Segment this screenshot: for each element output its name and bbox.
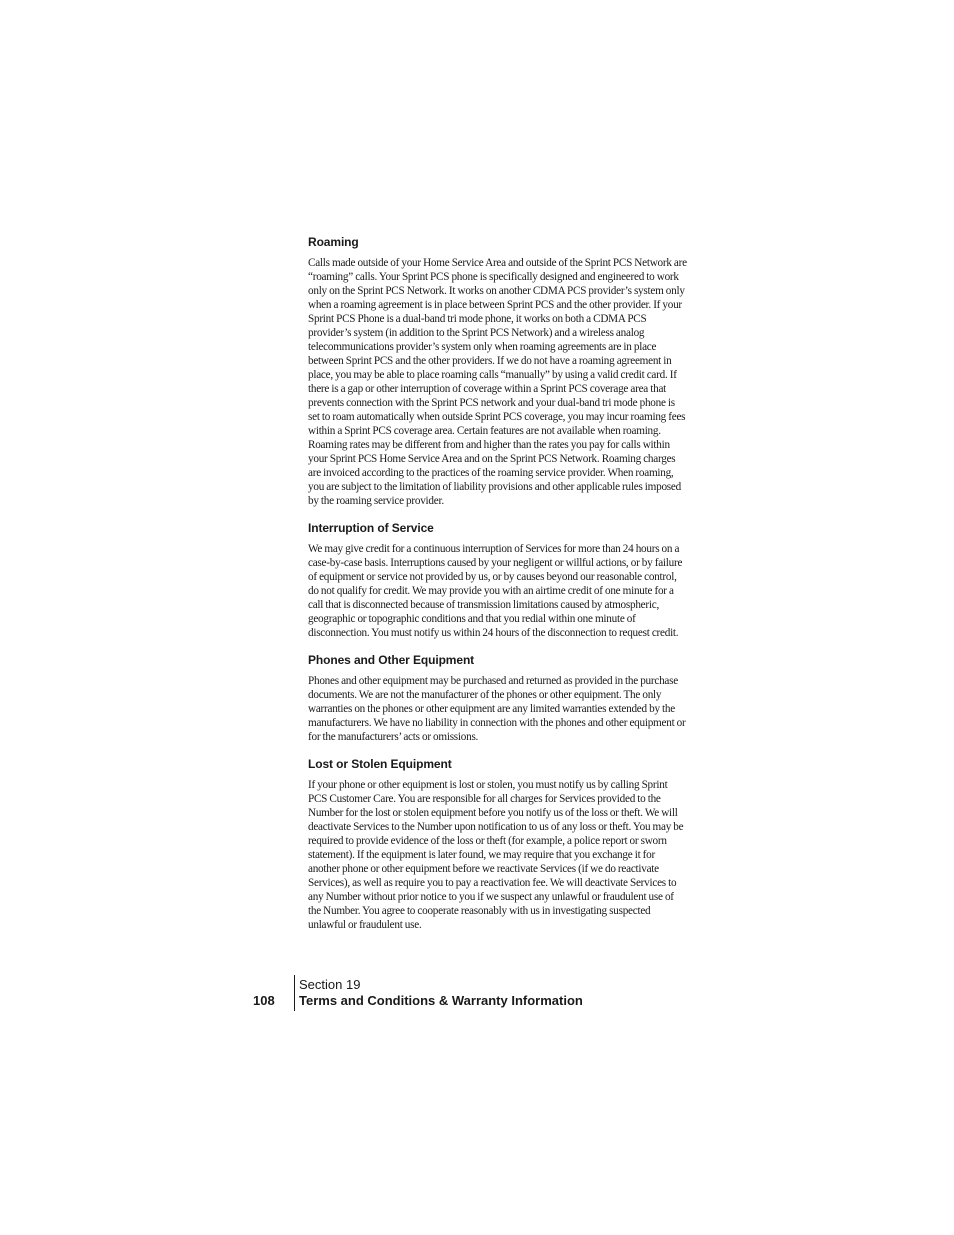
section-heading-interruption-of-service: Interruption of Service bbox=[308, 521, 434, 535]
section-heading-phones-and-other-equipment: Phones and Other Equipment bbox=[308, 653, 475, 667]
page-number: 108 bbox=[253, 993, 275, 1008]
section-body-lost-or-stolen-equipment: If your phone or other equipment is lost or stolen, you must notify us by calling Sprint PCS Customer Care. You are responsible for all charges for Services provided to the Number for the lost or stolen equipment before you notify us of the loss or theft. We will deactivate Services to the Number upon notification to us of any loss or theft. You may be required to provide evidence of the loss or theft (for example, a police report or sworn statement). If the equipment is later found, we may require that you exchange it for another phone or other equipment before we reactivate Services (if we do reactivate Services), as well as require you to pay a reactivation fee. We will deactivate Services to any Number without prior notice to you if we suspect any unlawful or fraudulent use of the Number. You agree to cooperate reasonably with us in investigating suspected unlawful or fraudulent use. bbox=[308, 779, 684, 931]
footer-section-label: Section 19 bbox=[299, 977, 361, 992]
page-footer bbox=[253, 975, 613, 1011]
footer-divider bbox=[294, 975, 295, 1011]
section-body-roaming: Calls made outside of your Home Service Area and outside of the Sprint PCS Network are “roaming” calls. Your Sprint PCS phone is specifically designed and engineered to work only on the Sprint PCS Network. It works on another CDMA PCS provider’s system only when a roaming agreement is in place between Sprint PCS and the other provider. If your Sprint PCS Phone is a dual-band tri mode phone, it works on both a CDMA PCS provider’s system (in addition to the Sprint PCS Network) and a wireless analog telecommunications provider’s system only when roaming agreements are in place between Sprint PCS and the other providers. If we do not have a roaming agreement in place, you may be able to place roaming calls “manually” by using a valid credit card. If there is a gap or other interruption of coverage within a Sprint PCS coverage area that prevents connection with the Sprint PCS network and your dual-band tri mode phone is set to roam automatically when outside Sprint PCS coverage, you may incur roaming fees within a Sprint PCS coverage area. Certain features are not available when roaming. Roaming rates may be different from and higher than the rates you pay for calls within your Sprint PCS Home Service Area and on the Sprint PCS Network. Roaming charges are invoiced according to the practices of the roaming service provider. When roaming, you are subject to the limitation of liability provisions and other applicable rules imposed by the roaming service provider. bbox=[308, 257, 687, 507]
section-heading-roaming: Roaming bbox=[308, 235, 359, 249]
section-heading-lost-or-stolen-equipment: Lost or Stolen Equipment bbox=[308, 757, 452, 771]
document-body bbox=[308, 234, 687, 944]
footer-section-title: Terms and Conditions & Warranty Information bbox=[299, 993, 583, 1008]
section-body-phones-and-other-equipment: Phones and other equipment may be purchased and returned as provided in the purchase documents. We are not the manufacturer of the phones or other equipment. The only warranties on the phones or other equipment are any limited warranties extended by the manufacturers. We have no liability in connection with the phones and other equipment or for the manufacturers’ acts or omissions. bbox=[308, 675, 686, 743]
section-body-interruption-of-service: We may give credit for a continuous interruption of Services for more than 24 hours on a case-by-case basis. Interruptions caused by your negligent or willful actions, or by failure of equipment or service not provided by us, or by causes beyond our reasonable control, do not qualify for credit. We may provide you with an airtime credit of one minute for a call that is disconnected because of transmission limitations caused by atmospheric, geographic or topographic conditions and that you redial within one minute of disconnection. You must notify us within 24 hours of the disconnection to request credit. bbox=[308, 543, 683, 639]
